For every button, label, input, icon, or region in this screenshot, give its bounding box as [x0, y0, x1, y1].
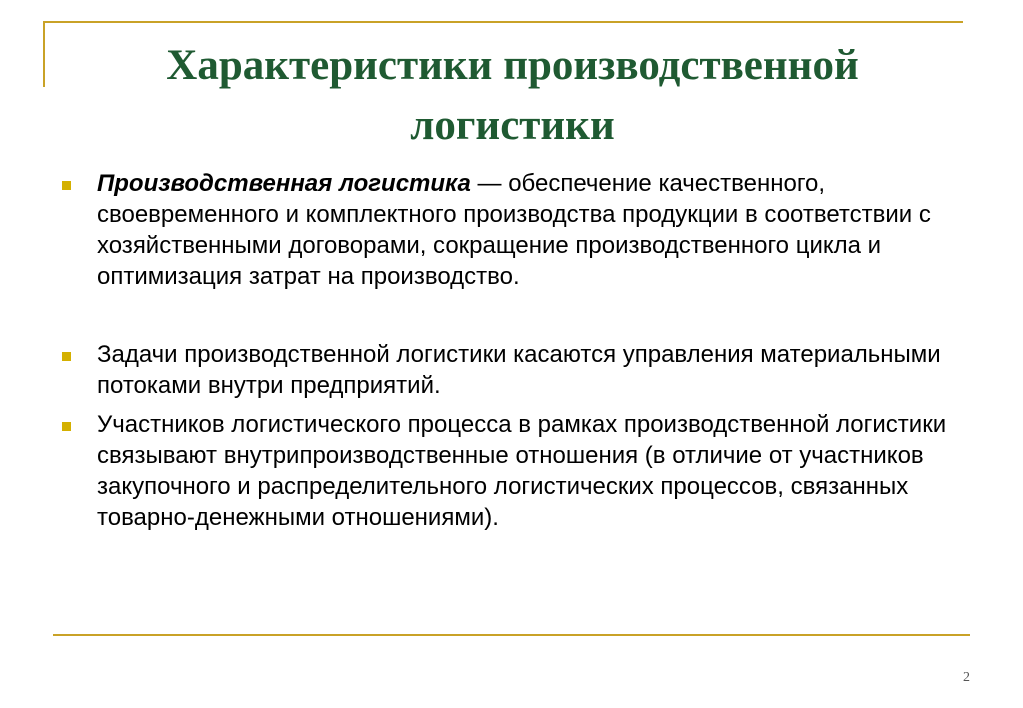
square-bullet-icon	[62, 181, 71, 190]
bullet-list	[60, 168, 960, 533]
bullet-text: — обеспечение качественного, своевременного и комплектного производства продукции в соответствии с хозяйственными договорами, сокращение производственного цикла и оптимизация затрат на производство.	[97, 170, 931, 290]
title-line-1: Характеристики производственной	[166, 42, 859, 89]
left-border-line	[43, 21, 45, 87]
top-border-line	[43, 21, 963, 23]
slide-title	[60, 36, 965, 156]
page-number: 2	[963, 670, 970, 685]
bullet-text: Участников логистического процесса в рамках производственной логистики связывают внутрипроизводственные отношения (в отличие от участников закупочного и распределительного логистических процессов, связанных товарно-денежными отношениями).	[97, 411, 947, 531]
bullet-term: Производственная логистика	[97, 170, 471, 197]
bullet-item	[60, 168, 960, 292]
title-line-2: логистики	[410, 102, 615, 149]
bullet-item	[60, 409, 960, 533]
square-bullet-icon	[62, 352, 71, 361]
bullet-text: Задачи производственной логистики касаются управления материальными потоками внутри предприятий.	[97, 341, 941, 399]
bottom-border-line	[53, 634, 970, 636]
square-bullet-icon	[62, 422, 71, 431]
bullet-item	[60, 339, 960, 401]
